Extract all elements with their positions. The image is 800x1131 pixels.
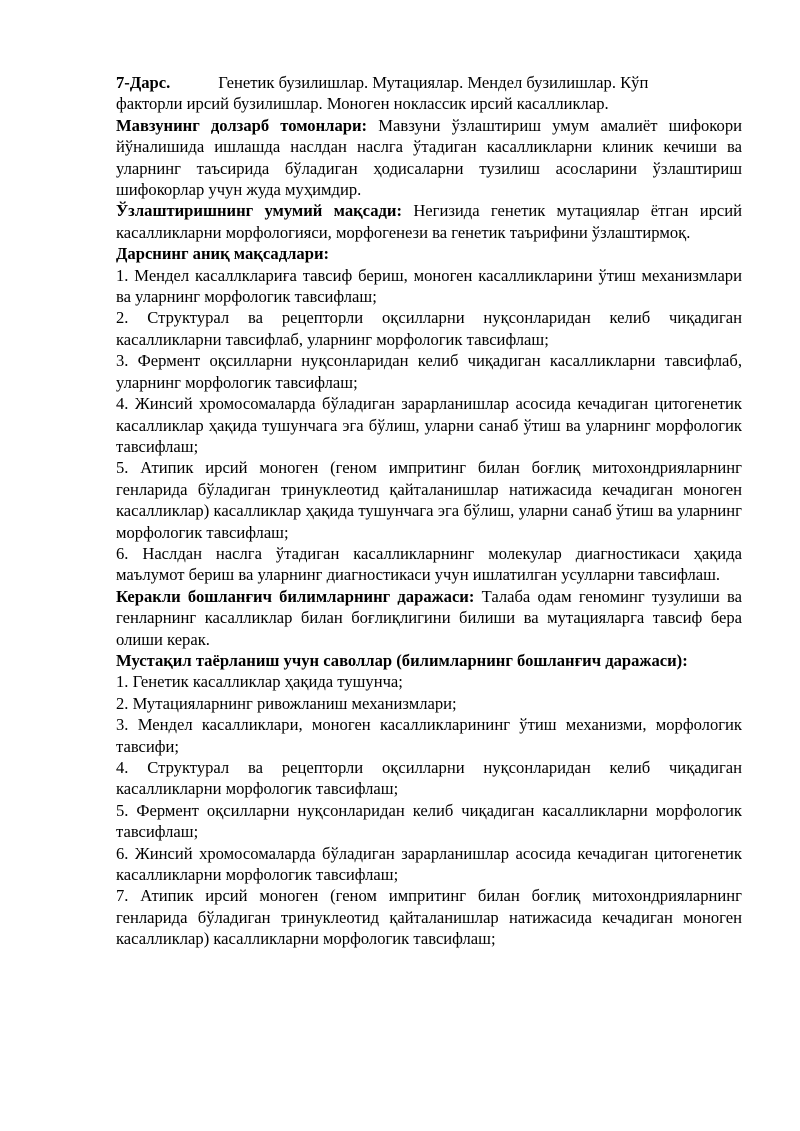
specific-goal-item: 2. Структурал ва рецепторли оқсилларни нуқсонларидан келиб чиқадиган касалликларни тавсифлаб, уларнинг морфологик тавсифлаш; xyxy=(116,308,742,349)
document-page xyxy=(116,72,742,950)
relevance-text: Мавзуни ўзлаштириш умум амалиёт шифокори йўналишида ишлашда наслдан наслга ўтадиган касалликларни клиник кечиши ва уларнинг таъсирида бўладиган ҳодисаларни тузилиш асосларини ўзлаштириш шифокорлар учун жуда муҳимдир. xyxy=(116,115,742,200)
self-prep-item: 5. Фермент оқсилларни нуқсонларидан келиб чиқадиган касалликларни морфологик тавсифлаш; xyxy=(116,800,742,842)
specific-goal-item: 6. Наслдан наслга ўтадиган касалликларнинг молекулар диагностикаси ҳақида маълумот бериш ва уларнинг диагностикаси учун ишлатилган усулларни тавсифлаш. xyxy=(116,543,742,585)
lesson-label: 7-Дарс. xyxy=(116,73,171,92)
lesson-title-line1 xyxy=(116,72,742,93)
self-prep-heading: Мустақил таёрланиш учун саволлар (билимларнинг бошланғич даражаси): xyxy=(116,650,688,670)
specific-goals-heading: Дарснинг аниқ мақсадлари: xyxy=(116,244,330,264)
self-prep-item: 6. Жинсий хромосомаларда бўладиган зарарланишлар асосида кечадиган цитогенетик касалликларни морфологик тавсифлаш; xyxy=(116,843,742,885)
lesson-title-text1: Генетик бузилишлар. Мутациялар. Мендел бузилишлар. Кўп xyxy=(218,73,649,92)
specific-goal-item: 1. Мендел касаллклариға тавсиф бериш, моноген касалликларини ўтиш механизмлари ва уларнинг морфологик тавсифлаш; xyxy=(116,265,742,307)
specific-goal-item: 3. Фермент оқсилларни нуқсонларидан келиб чиқадиган касалликларни тавсифлаб, уларнинг морфологик тавсифлаш; xyxy=(116,351,742,392)
self-prep-item: 1. Генетик касалликлар ҳақида тушунча; xyxy=(116,672,403,692)
relevance-heading: Мавзунинг долзарб томонлари: xyxy=(116,115,368,135)
general-goal-text: Негизида генетик мутациялар ётган ирсий касалликларни морфологияси, морфогенези ва генетик таърифини ўзлаштирмоқ. xyxy=(116,201,743,242)
specific-goal-item: 5. Атипик ирсий моноген (геном импритинг билан боғлиқ митохондрияларнинг генларида бўладиган тринуклеотид қайталанишлар натижасида кечадиган моноген касалликлар) касалликлар ҳақида тушунчага эга бўлиш, уларни санаб ўтиш ва уларнинг морфологик тавсифлаш; xyxy=(116,458,742,542)
self-prep-item: 3. Мендел касалликлари, моноген касалликларининг ўтиш механизми, морфологик тавсифи; xyxy=(116,715,742,756)
self-prep-item: 2. Мутацияларнинг ривожланиш механизмлари; xyxy=(116,693,457,713)
general-goal-heading: Ўзлаштиришнинг умумий мақсади: xyxy=(116,201,403,221)
relevance-paragraph xyxy=(116,115,742,201)
general-goal-paragraph xyxy=(116,200,742,243)
lesson-title-line2: факторли ирсий бузилишлар. Моноген ноклассик ирсий касалликлар. xyxy=(116,94,609,114)
self-prep-item: 4. Структурал ва рецепторли оқсилларни нуқсонларидан келиб чиқадиган касалликларни морфологик тавсифлаш; xyxy=(116,758,742,799)
baseline-knowledge-paragraph xyxy=(116,586,742,650)
baseline-knowledge-text: Талаба одам геноминг тузулиши ва генларнинг касалликлар билан боғлиқлигини билиши ва мутацияларга тавсиф бера олиши керак. xyxy=(116,586,742,649)
baseline-knowledge-heading: Керакли бошланғич билимларнинг даражаси: xyxy=(116,586,475,606)
specific-goal-item: 4. Жинсий хромосомаларда бўладиган зарарланишлар асосида кечадиган цитогенетик касалликлар ҳақида тушунчага эга бўлиш, уларни санаб ўтиш ва уларнинг морфологик тавсифлаш; xyxy=(116,394,742,456)
self-prep-item: 7. Атипик ирсий моноген (геном импритинг билан боғлиқ митохондрияларнинг генларида бўладиган тринуклеотид қайталанишлар натижасида кечадиган моноген касалликлар) касалликларни морфологик тавсифлаш; xyxy=(116,886,742,949)
